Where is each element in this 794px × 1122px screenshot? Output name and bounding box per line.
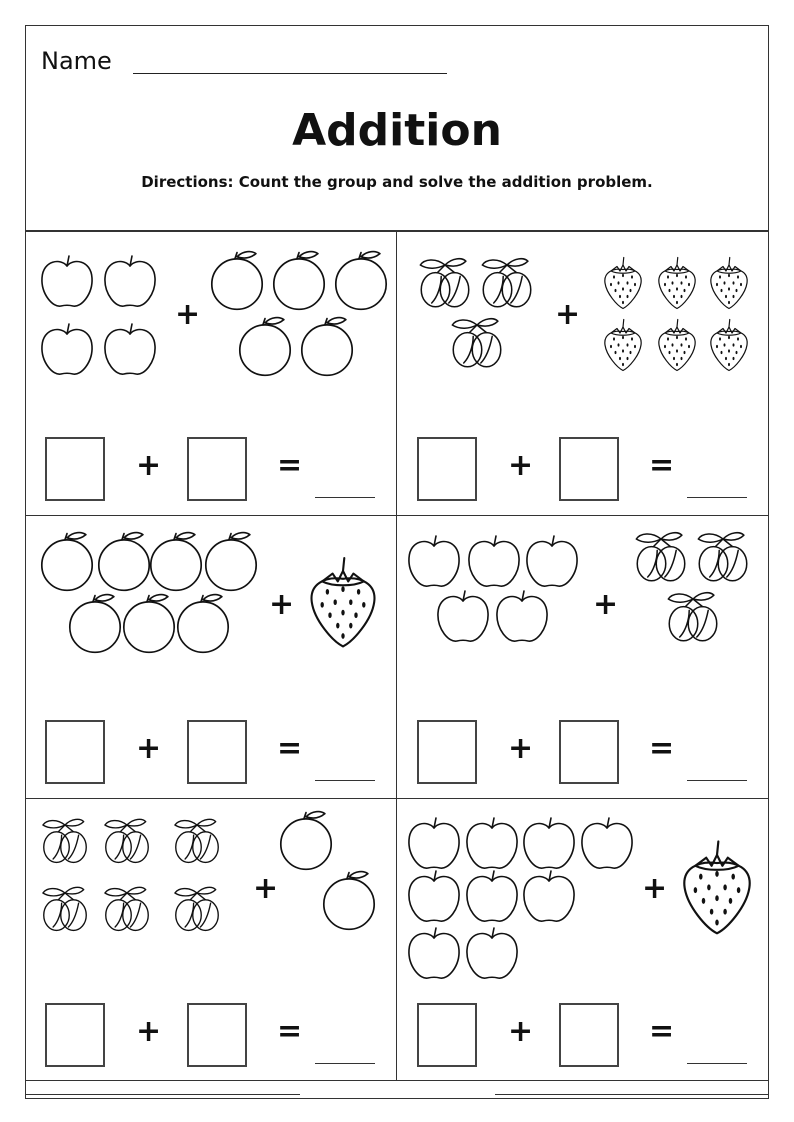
apple-icon xyxy=(409,871,459,921)
footer-line xyxy=(495,1094,769,1095)
strawberry-icon xyxy=(605,258,641,309)
orange-icon xyxy=(151,533,201,591)
plum-icon xyxy=(105,887,148,930)
plus-sign: + xyxy=(253,871,279,906)
equals-sign: = xyxy=(277,731,303,766)
answer-blank[interactable] xyxy=(687,1063,747,1064)
orange-icon xyxy=(206,533,256,591)
answer-box-b[interactable] xyxy=(187,1003,247,1067)
plus-sign: + xyxy=(136,731,162,766)
apple-icon xyxy=(42,256,92,306)
equals-sign: = xyxy=(649,1014,675,1049)
plus-sign: + xyxy=(508,448,534,483)
orange-icon xyxy=(124,595,174,653)
equals-sign: = xyxy=(277,448,303,483)
strawberry-icon xyxy=(605,320,641,371)
answer-blank[interactable] xyxy=(687,780,747,781)
apple-icon xyxy=(467,871,517,921)
answer-blank[interactable] xyxy=(315,780,375,781)
strawberry-icon xyxy=(312,558,375,646)
orange-icon xyxy=(240,318,290,376)
apple-icon xyxy=(438,591,488,641)
answer-box-a[interactable] xyxy=(45,437,105,501)
problem-2 xyxy=(397,232,768,515)
apple-icon xyxy=(467,818,517,868)
apple-icon xyxy=(409,536,459,586)
orange-icon xyxy=(336,252,386,310)
worksheet-header xyxy=(25,25,769,232)
orange-icon xyxy=(212,252,262,310)
apple-icon xyxy=(497,591,547,641)
plum-icon xyxy=(43,819,86,862)
plum-icon xyxy=(636,533,684,581)
answer-blank[interactable] xyxy=(315,1063,375,1064)
orange-icon xyxy=(302,318,352,376)
equals-sign: = xyxy=(649,731,675,766)
answer-box-b[interactable] xyxy=(559,437,619,501)
apple-icon xyxy=(409,818,459,868)
answer-box-a[interactable] xyxy=(417,720,477,784)
apple-icon xyxy=(105,256,155,306)
strawberry-icon xyxy=(711,258,747,309)
strawberry-icon xyxy=(659,258,695,309)
plus-sign: + xyxy=(269,587,295,622)
footer-line xyxy=(25,1094,300,1095)
problem-5 xyxy=(25,798,396,1081)
problem-1 xyxy=(25,232,396,515)
plus-sign: + xyxy=(642,871,668,906)
plum-icon xyxy=(175,819,218,862)
answer-blank[interactable] xyxy=(315,497,375,498)
apple-icon xyxy=(524,818,574,868)
orange-icon xyxy=(70,595,120,653)
answer-box-b[interactable] xyxy=(559,1003,619,1067)
orange-icon xyxy=(281,812,331,870)
answer-box-b[interactable] xyxy=(187,720,247,784)
answer-blank[interactable] xyxy=(687,497,747,498)
orange-icon xyxy=(99,533,149,591)
plus-sign: + xyxy=(593,587,619,622)
equals-sign: = xyxy=(277,1014,303,1049)
plum-icon xyxy=(175,887,218,930)
apple-icon xyxy=(527,536,577,586)
directions-text: Directions: Count the group and solve the addition problem. xyxy=(141,173,653,191)
answer-box-b[interactable] xyxy=(559,720,619,784)
orange-icon xyxy=(178,595,228,653)
answer-box-a[interactable] xyxy=(417,437,477,501)
plus-sign: + xyxy=(508,731,534,766)
orange-icon xyxy=(324,872,374,930)
apple-icon xyxy=(469,536,519,586)
apple-icon xyxy=(409,928,459,978)
plum-icon xyxy=(452,319,500,367)
plus-sign: + xyxy=(175,297,201,332)
apple-icon xyxy=(42,324,92,374)
apple-icon xyxy=(467,928,517,978)
answer-box-a[interactable] xyxy=(417,1003,477,1067)
page-title: Addition xyxy=(292,105,502,156)
plus-sign: + xyxy=(508,1014,534,1049)
name-line[interactable] xyxy=(133,73,447,74)
plum-icon xyxy=(420,259,468,307)
strawberry-icon xyxy=(659,320,695,371)
apple-icon xyxy=(105,324,155,374)
problem-4 xyxy=(397,515,768,798)
orange-icon xyxy=(274,252,324,310)
answer-box-a[interactable] xyxy=(45,1003,105,1067)
orange-icon xyxy=(42,533,92,591)
plum-icon xyxy=(482,259,530,307)
apple-icon xyxy=(582,818,632,868)
strawberry-icon xyxy=(684,842,749,934)
problem-6 xyxy=(397,798,768,1081)
plus-sign: + xyxy=(555,297,581,332)
plum-icon xyxy=(105,819,148,862)
plus-sign: + xyxy=(136,448,162,483)
name-label: Name xyxy=(41,47,112,75)
equals-sign: = xyxy=(649,448,675,483)
problem-3 xyxy=(25,515,396,798)
plus-sign: + xyxy=(136,1014,162,1049)
answer-box-b[interactable] xyxy=(187,437,247,501)
plum-icon xyxy=(668,593,716,641)
strawberry-icon xyxy=(711,320,747,371)
plum-icon xyxy=(43,887,86,930)
answer-box-a[interactable] xyxy=(45,720,105,784)
plum-icon xyxy=(698,533,746,581)
apple-icon xyxy=(524,871,574,921)
